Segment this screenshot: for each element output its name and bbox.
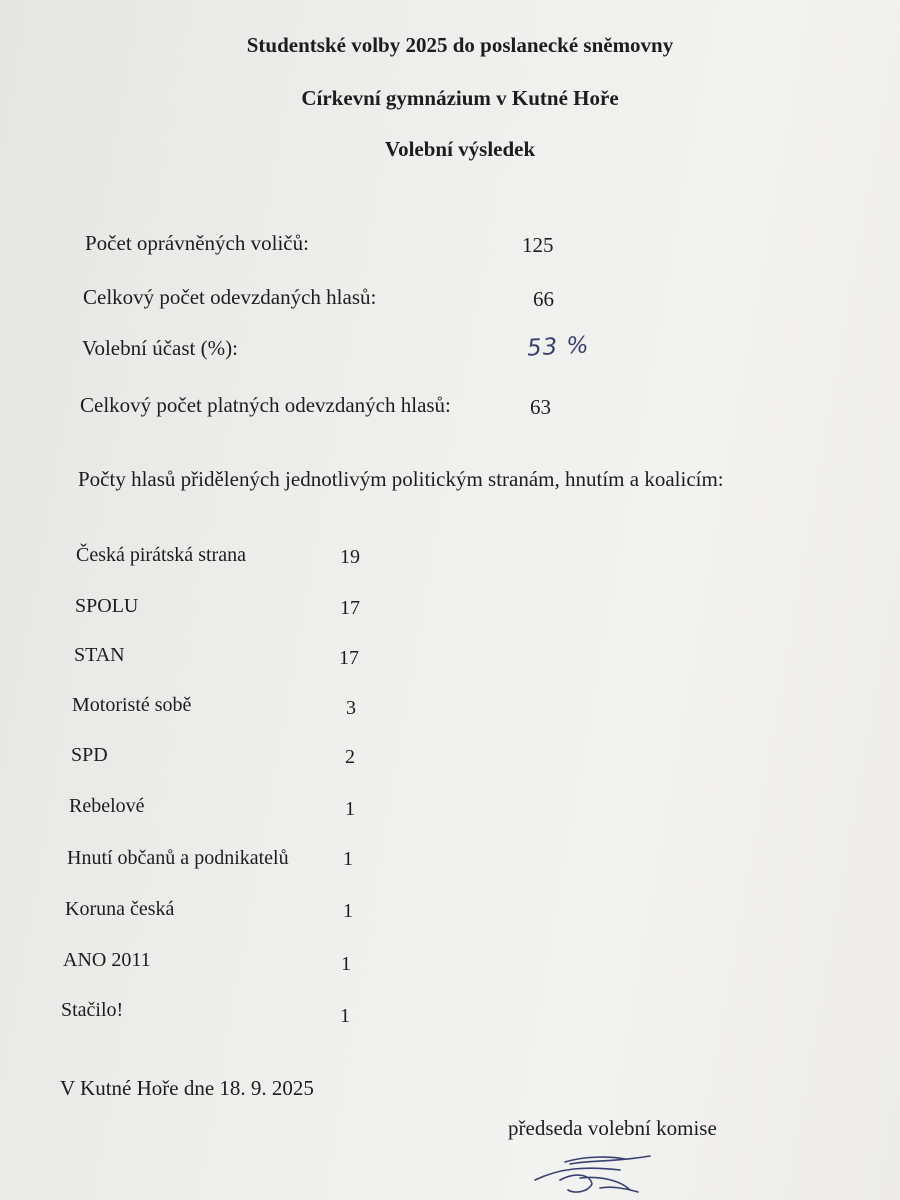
document-subtitle: Volební výsledek xyxy=(384,137,536,161)
party-votes: 1 xyxy=(341,953,351,975)
commission-chair-label: předseda volební komise xyxy=(508,1116,717,1140)
party-name: Koruna česká xyxy=(65,898,175,920)
school-name: Církevní gymnázium v Kutné Hoře xyxy=(301,86,619,110)
eligible-voters-label: Počet oprávněných voličů: xyxy=(85,231,309,255)
party-votes: 1 xyxy=(343,900,353,922)
party-votes: 1 xyxy=(340,1005,350,1027)
turnout-label: Volební účast (%): xyxy=(82,336,238,360)
party-votes: 19 xyxy=(340,546,360,568)
eligible-voters-value: 125 xyxy=(522,233,554,257)
party-name: SPD xyxy=(71,744,108,766)
party-votes: 3 xyxy=(346,697,356,719)
total-votes-label: Celkový počet odevzdaných hlasů: xyxy=(83,285,377,309)
document-title: Studentské volby 2025 do poslanecké sněmovny xyxy=(246,33,674,57)
party-votes: 2 xyxy=(345,746,355,768)
signature-scribble xyxy=(530,1150,660,1200)
party-votes: 17 xyxy=(340,597,360,619)
party-name: STAN xyxy=(74,644,125,666)
party-name: Rebelové xyxy=(69,795,145,817)
party-name: Česká pirátská strana xyxy=(76,544,246,566)
valid-votes-value: 63 xyxy=(530,395,551,419)
turnout-value-handwritten: 53 % xyxy=(526,332,591,362)
valid-votes-label: Celkový počet platných odevzdaných hlasů: xyxy=(80,393,451,417)
party-name: Stačilo! xyxy=(61,999,124,1021)
total-votes-value: 66 xyxy=(533,287,554,311)
party-name: Hnutí občanů a podnikatelů xyxy=(67,847,289,869)
party-votes: 17 xyxy=(339,647,359,669)
party-name: Motoristé sobě xyxy=(72,694,192,716)
party-name: ANO 2011 xyxy=(63,949,151,971)
party-name: SPOLU xyxy=(75,595,139,617)
place-and-date: V Kutné Hoře dne 18. 9. 2025 xyxy=(60,1076,314,1100)
party-votes: 1 xyxy=(343,848,353,870)
party-votes: 1 xyxy=(345,798,355,820)
results-intro: Počty hlasů přidělených jednotlivým politickým stranám, hnutím a koalicím: xyxy=(78,467,724,491)
